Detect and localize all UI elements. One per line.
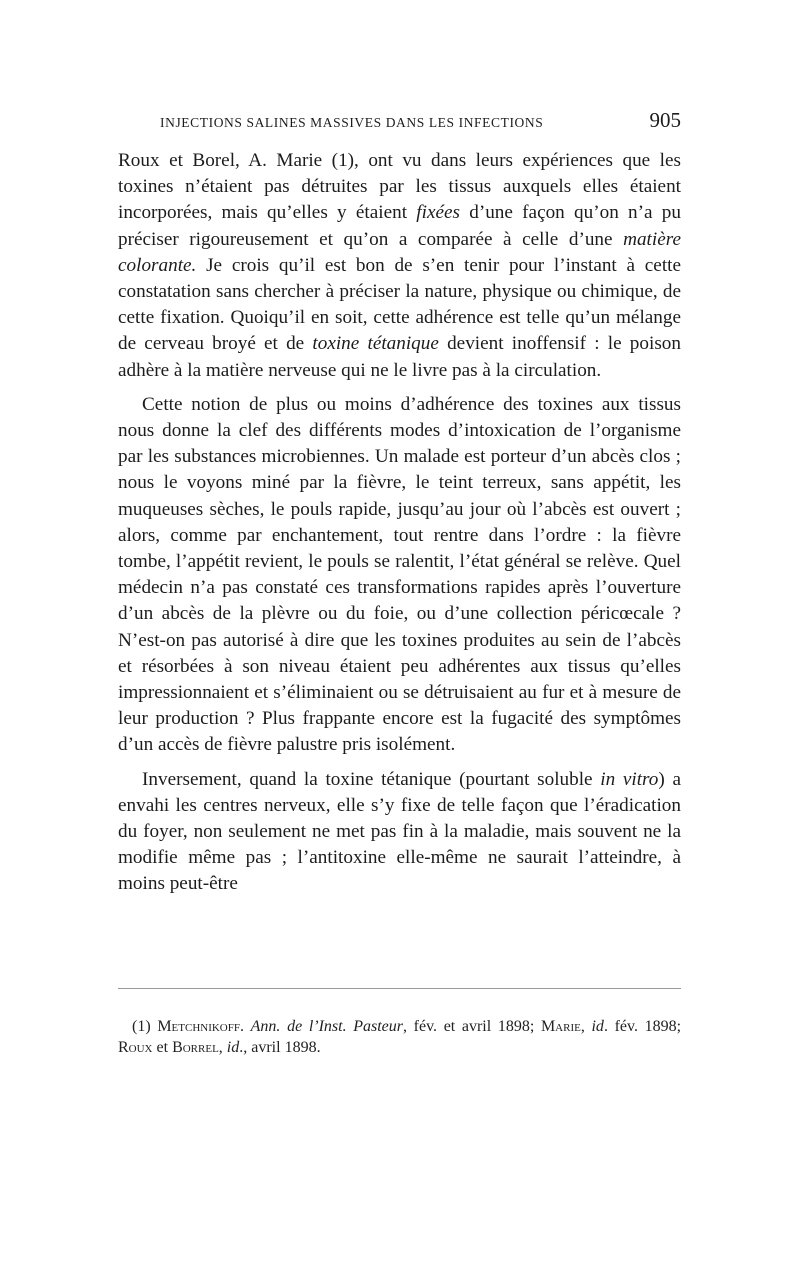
page-number: 905	[649, 108, 681, 132]
footnote	[118, 1016, 681, 1058]
italic-text: id	[591, 1018, 604, 1035]
italic-text: in vitro	[600, 768, 659, 790]
footnote-divider	[118, 988, 681, 989]
text-run: ) a envahi les centres nerveux, elle s’y fixe de telle façon que l’éradication du foyer, non seulement ne met pas fin à la maladie, mais souvent ne la modifie même pas ; l’antitoxine elle-même ne saurait l’atteindre, à moins peut-être	[118, 768, 682, 895]
paragraph	[118, 148, 681, 384]
text-run: . fév. 1898;	[603, 1018, 682, 1035]
text-run: , fév. et avril 1898;	[403, 1018, 541, 1035]
text-run: (1)	[132, 1018, 158, 1035]
author-name: Marie	[540, 1018, 581, 1035]
text-run: ., avril 1898.	[239, 1039, 321, 1056]
paragraph	[118, 767, 681, 898]
italic-text: matière colorante.	[118, 228, 681, 276]
running-title: INJECTIONS SALINES MASSIVES DANS LES INFECTIONS	[160, 115, 544, 130]
text-run: Roux et Borel, A. Marie (1), ont vu dans leurs expériences que les toxines n’étaient pas détruites par les tissus auxquels elles étaient incorporées, mais qu’elles y étaient	[118, 150, 681, 224]
text-run: et	[152, 1039, 173, 1056]
text-run: Je crois qu’il est bon de s’en tenir pour l’instant à cette constatation sans chercher à préciser la nature, physique ou chimique, de cette fixation. Quoiqu’il en soit, cette adhérence est telle qu’un mélange de cerveau broyé et de	[118, 254, 681, 355]
text-run: ,	[218, 1039, 227, 1056]
text-run: d’une façon qu’on n’a pu préciser rigoureusement et qu’on a comparée à celle d’une	[118, 202, 681, 250]
author-name: Borrel	[172, 1039, 219, 1056]
italic-text: fixées	[416, 202, 460, 224]
text-run: Cette notion de plus ou moins d’adhérence des toxines aux tissus nous donne la clef des différents modes d’intoxication de l’organisme par les substances microbiennes. Un malade est porteur d’un abcès clos ; nous le voyons miné par la fièvre, le teint terreux, sans appétit, les muqueuses sèches, le pouls rapide, jusqu’au jour où l’abcès est ouvert ; alors, comme par enchantement, tout rentre dans l’ordre : la fièvre tombe, l’appétit revient, le pouls se ralentit, l’état général se relève. Quel médecin n’a pas constaté ces transformations rapides après l’ouverture d’un abcès de la plèvre ou du foie, ou d’une collection péricœcale ? N’est-on pas autorisé à dire que les toxines produites au sein de l’abcès et résorbées à son niveau étaient peu adhérentes aux tissus qu’elles impressionnaient et s’éliminaient ou se détruisaient au fur et à mesure de leur production ? Plus frappante encore est la fugacité des symptômes d’un accès de fièvre palustre pris isolément.	[118, 393, 681, 756]
text-run: Inversement, quand la toxine tétanique (pourtant soluble	[142, 768, 601, 790]
page	[118, 108, 681, 906]
author-name: Roux	[118, 1039, 153, 1056]
author-name: Metchnikoff	[157, 1018, 240, 1035]
text-run: devient inoffensif : le poison adhère à la matière nerveuse qui ne le livre pas à la circulation.	[118, 333, 681, 381]
text-run: ,	[580, 1018, 592, 1035]
italic-text: Ann. de l’Inst. Pasteur	[250, 1018, 404, 1035]
body-text	[118, 148, 681, 898]
running-head	[118, 108, 681, 148]
text-run: .	[240, 1018, 251, 1035]
paragraph	[118, 392, 681, 759]
italic-text: toxine tétanique	[312, 333, 439, 355]
italic-text: id	[226, 1039, 240, 1056]
